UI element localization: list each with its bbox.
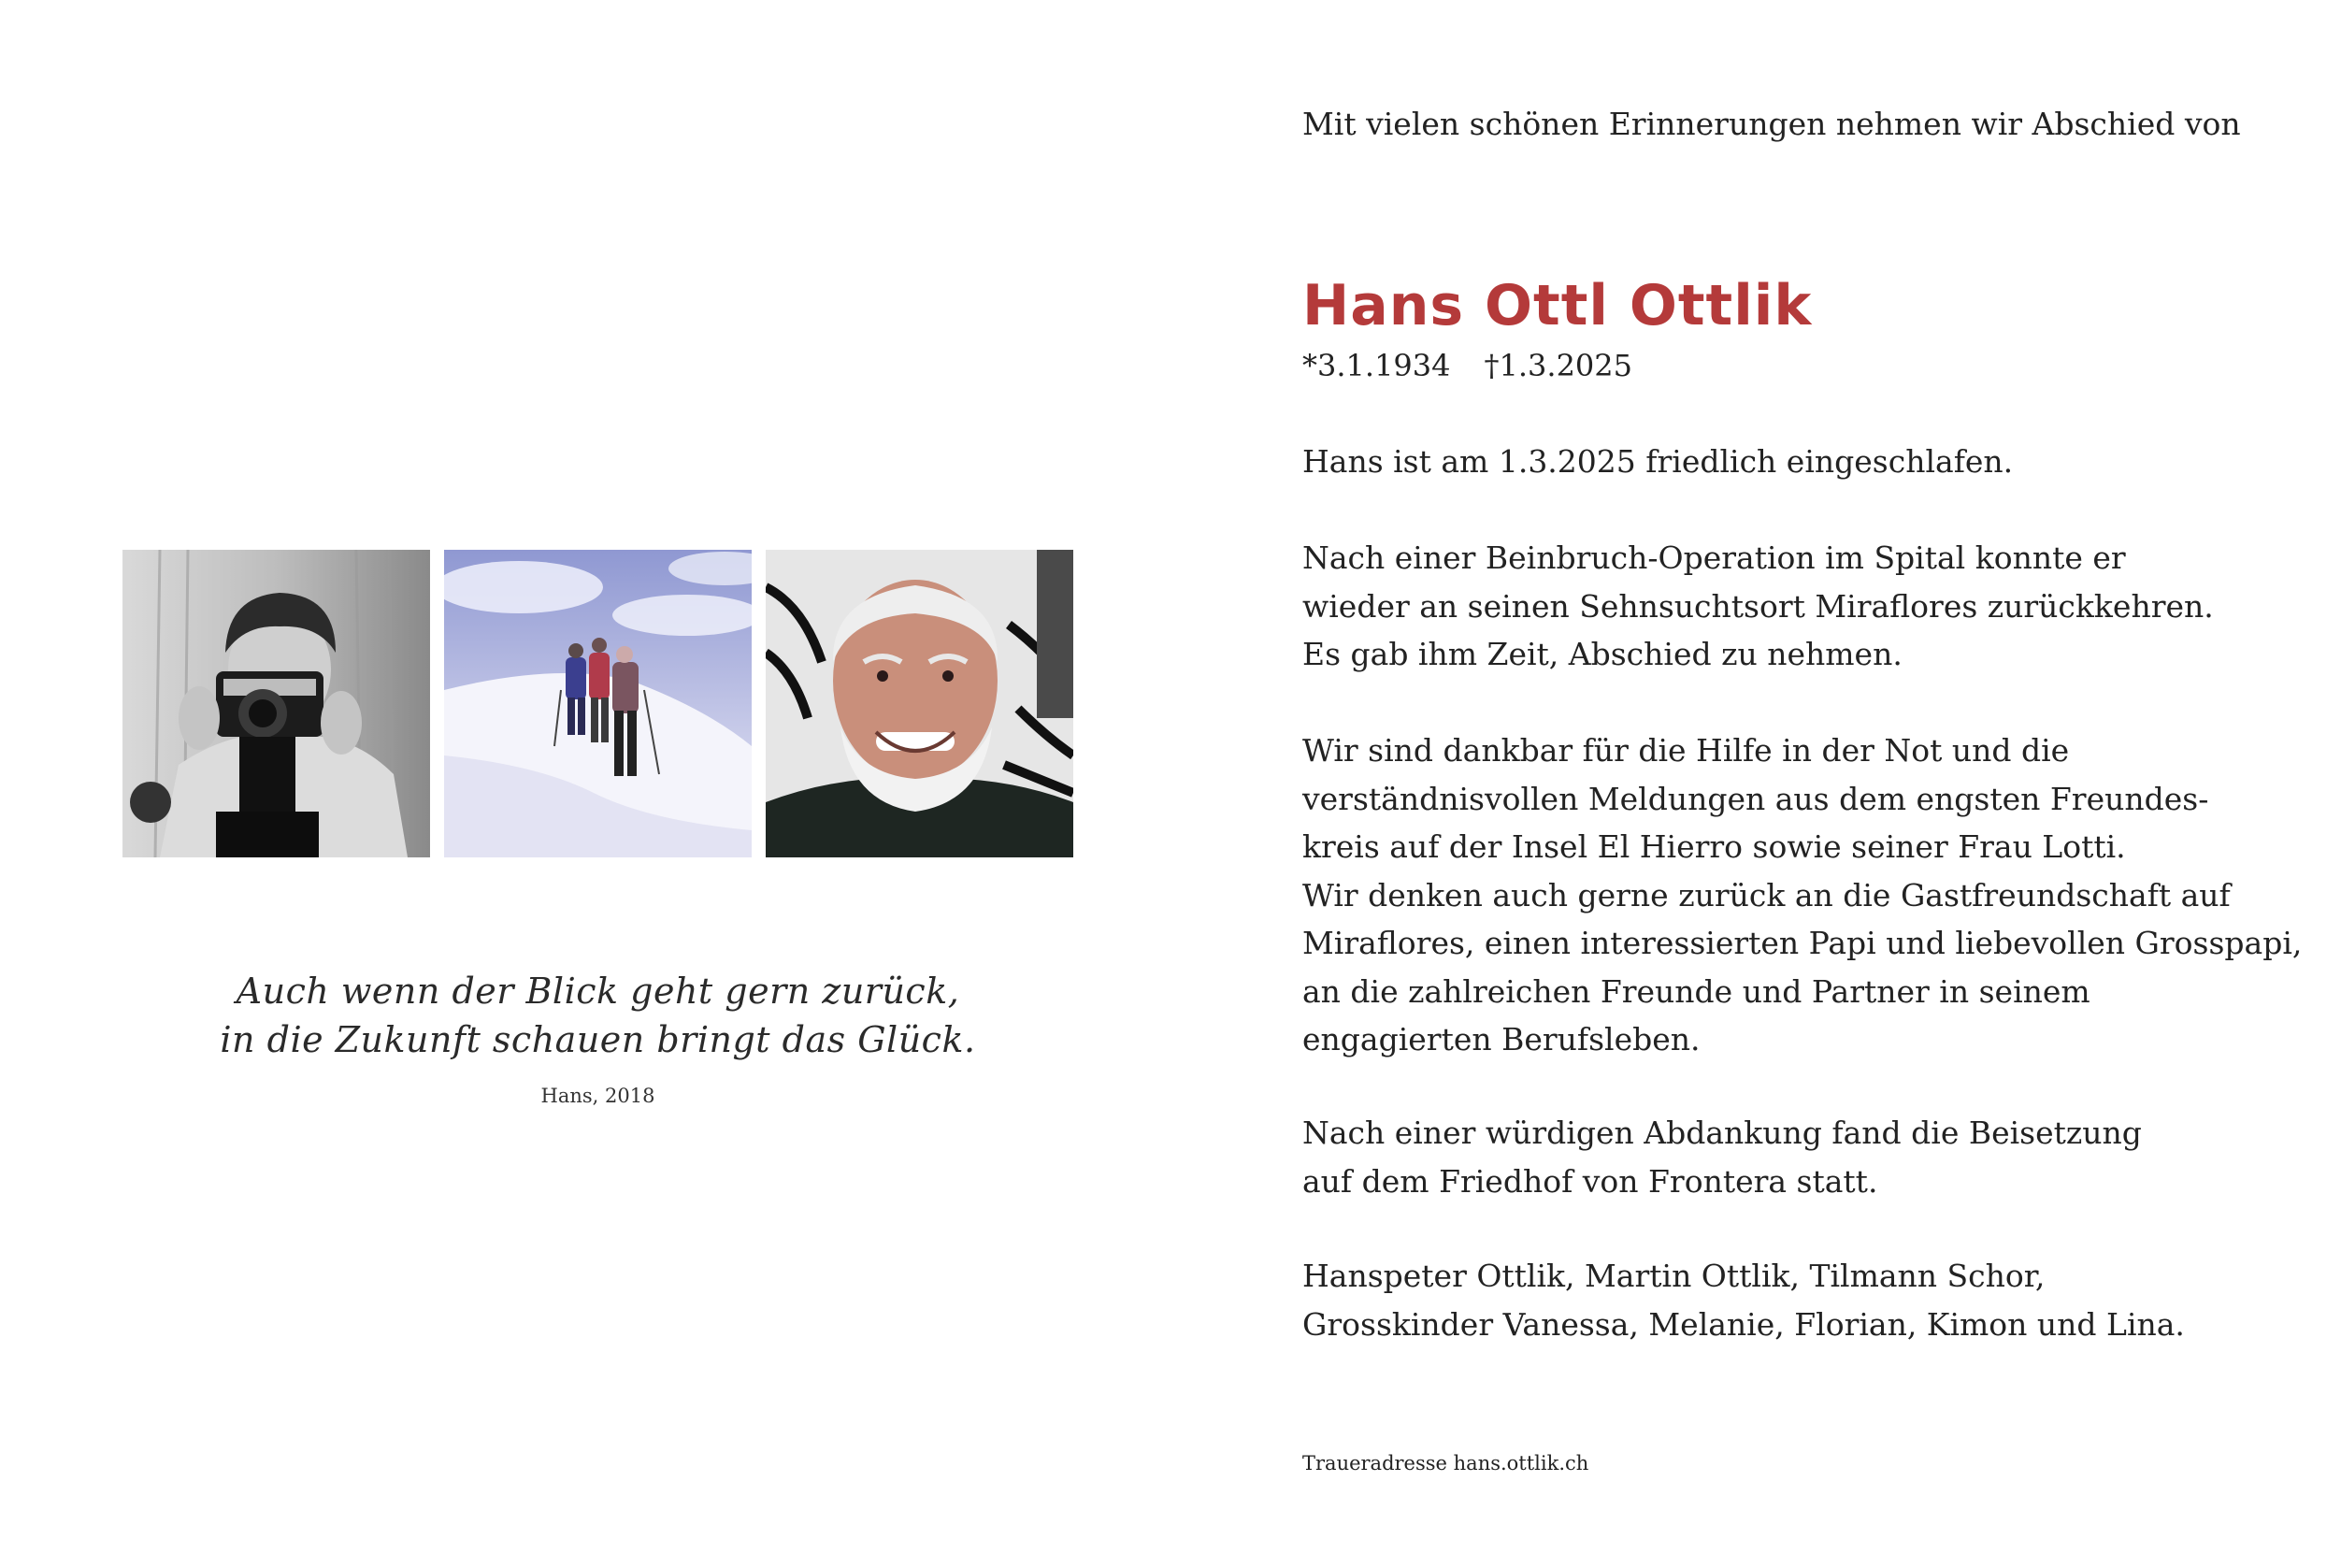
text-line: Hanspeter Ottlik, Martin Ottlik, Tilmann Schor,	[1302, 1258, 2046, 1294]
paragraph-operation	[1302, 534, 2214, 679]
paragraph-passing	[1302, 438, 2013, 486]
birth-date: *3.1.1934	[1302, 348, 1451, 383]
paragraph-gratitude	[1302, 726, 2302, 1064]
quote-line-1: Auch wenn der Blick geht gern zurück,	[236, 971, 960, 1012]
intro-line: Mit vielen schönen Erinnerungen nehmen wir Abschied von	[1302, 106, 2241, 142]
quote-line-2: in die Zukunft schauen bringt das Glück.	[220, 1019, 976, 1060]
photo-man-with-camera	[122, 550, 430, 857]
text-line: Nach einer Beinbruch-Operation im Spital konnte er	[1302, 539, 2126, 576]
text-line: Wir denken auch gerne zurück an die Gastfreundschaft auf	[1302, 876, 2231, 913]
text-line: verständnisvollen Meldungen aus dem engsten Freundes-	[1302, 780, 2209, 817]
mourning-address: Traueradresse hans.ottlik.ch	[1302, 1452, 1589, 1474]
text-line: an die zahlreichen Freunde und Partner in seinem	[1302, 972, 2090, 1010]
photo-ski-tour	[444, 550, 752, 857]
death-date: †1.3.2025	[1484, 348, 1632, 383]
paragraph-burial	[1302, 1109, 2142, 1205]
quote-author: Hans, 2018	[540, 1085, 655, 1107]
text-line: auf dem Friedhof von Frontera statt.	[1302, 1162, 1878, 1200]
deceased-name: Hans Ottl Ottlik	[1302, 273, 1813, 338]
text-line: Es gab ihm Zeit, Abschied zu nehmen.	[1302, 636, 1903, 672]
text-line: Miraflores, einen interessierten Papi und liebevollen Grosspapi,	[1302, 925, 2303, 961]
memorial-quote	[122, 967, 1073, 1064]
text-line: Nach einer würdigen Abdankung fand die Beisetzung	[1302, 1115, 2142, 1151]
text-line: kreis auf der Insel El Hierro sowie seiner Frau Lotti.	[1302, 828, 2126, 865]
text-line: Hans ist am 1.3.2025 friedlich eingeschlafen.	[1302, 443, 2014, 480]
life-dates	[1302, 348, 1632, 383]
text-line: wieder an seinen Sehnsuchtsort Miraflores zurückkehren.	[1302, 587, 2214, 625]
text-line: Grosskinder Vanessa, Melanie, Florian, Kimon und Lina.	[1302, 1305, 2185, 1343]
text-line: Wir sind dankbar für die Hilfe in der Not und die	[1302, 732, 2070, 769]
paragraph-mourners	[1302, 1252, 2185, 1348]
text-line: engagierten Berufsleben.	[1302, 1021, 1701, 1057]
photo-portrait-smiling	[766, 550, 1073, 857]
